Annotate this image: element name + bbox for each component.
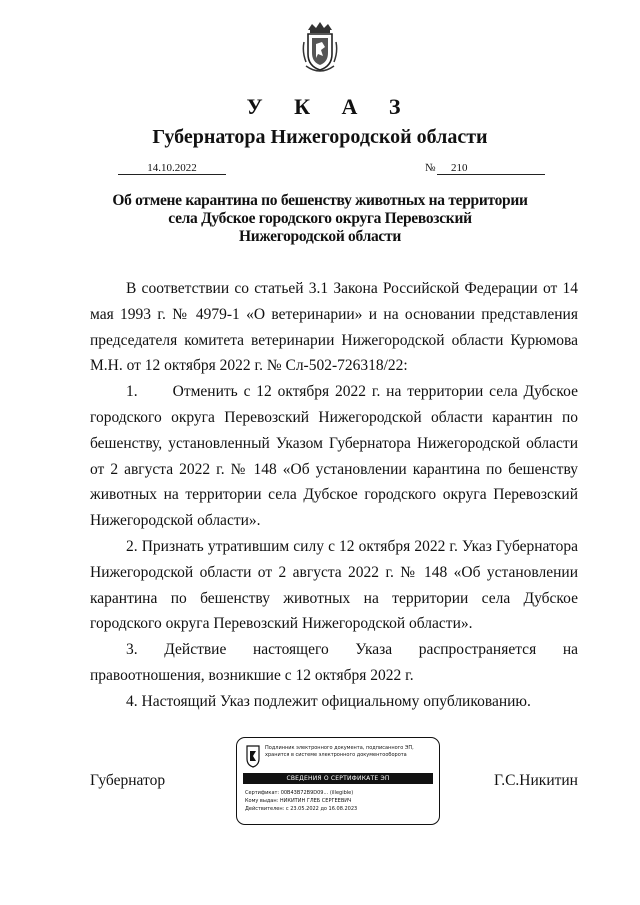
cert-serial: Сертификат: 00B43B72B9D09... (illegible) — [245, 790, 354, 796]
cert-notice: Подлинник электронного документа, подписанного ЭП, хранится в системе электронного документооборота — [265, 745, 414, 758]
item-2-paragraph: 2. Признать утратившим силу с 12 октября 2022 г. Указ Губернатора Нижегородской области от 2 августа 2022 г. № 148 «Об установлении карантина по бешенству животных на территории села Дубское городского округа Перевозский Нижегородской области». — [90, 537, 578, 633]
e-signature-stamp — [236, 737, 440, 825]
subject-line: Об отмене карантина по бешенству животных на территории — [112, 192, 528, 209]
cert-holder: Кому выдан: НИКИТИН ГЛЕБ СЕРГЕЕВИЧ — [245, 798, 352, 804]
document-number: 210 — [437, 162, 545, 175]
signatory-role: Губернатор — [90, 772, 166, 789]
document-subject — [60, 192, 580, 246]
number-label: № — [425, 162, 436, 174]
cert-banner: СВЕДЕНИЯ О СЕРТИФИКАТЕ ЭП — [243, 773, 433, 784]
document-title: У К А З — [246, 94, 414, 119]
document-issuer: Губернатора Нижегородской области — [152, 126, 488, 148]
regional-emblem-icon — [246, 744, 260, 768]
item-1-paragraph: 1. Отменить с 12 октября 2022 г. на территории села Дубское городского округа Перевозский Нижегородской области карантин по бешенству, установленный Указом Губернатора Нижегородской области от 2 августа 2022 г. № 148 «Об установлении карантина по бешенству животных на территории села Дубское городского округа Перевозский Нижегородской области». — [90, 383, 582, 530]
subject-line: Нижегородской области — [239, 228, 401, 245]
item-4-paragraph: 4. Настоящий Указ подлежит официальному опубликованию. — [126, 692, 531, 710]
document-body — [90, 276, 582, 715]
cert-validity: Действителен: с 23.05.2022 до 16.08.2023 — [245, 806, 358, 812]
signatory-name: Г.С.Никитин — [494, 772, 578, 789]
coat-of-arms-icon — [302, 20, 338, 74]
item-3-paragraph: 3. Действие настоящего Указа распространяется на правоотношения, возникшие с 12 октября 2022 г. — [90, 641, 578, 684]
subject-line: села Дубское городского округа Перевозский — [168, 210, 472, 227]
intro-paragraph: В соответствии со статьей 3.1 Закона Российской Федерации от 14 мая 1993 г. № 4979-1 «О ветеринарии» и на основании представления председателя комитета ветеринарии Нижегородской области Курюмова М.Н. от 12 октября 2022 г. № Сл-502-726318/22: — [90, 280, 578, 375]
cert-details — [245, 789, 357, 813]
document-date: 14.10.2022 — [118, 162, 226, 175]
